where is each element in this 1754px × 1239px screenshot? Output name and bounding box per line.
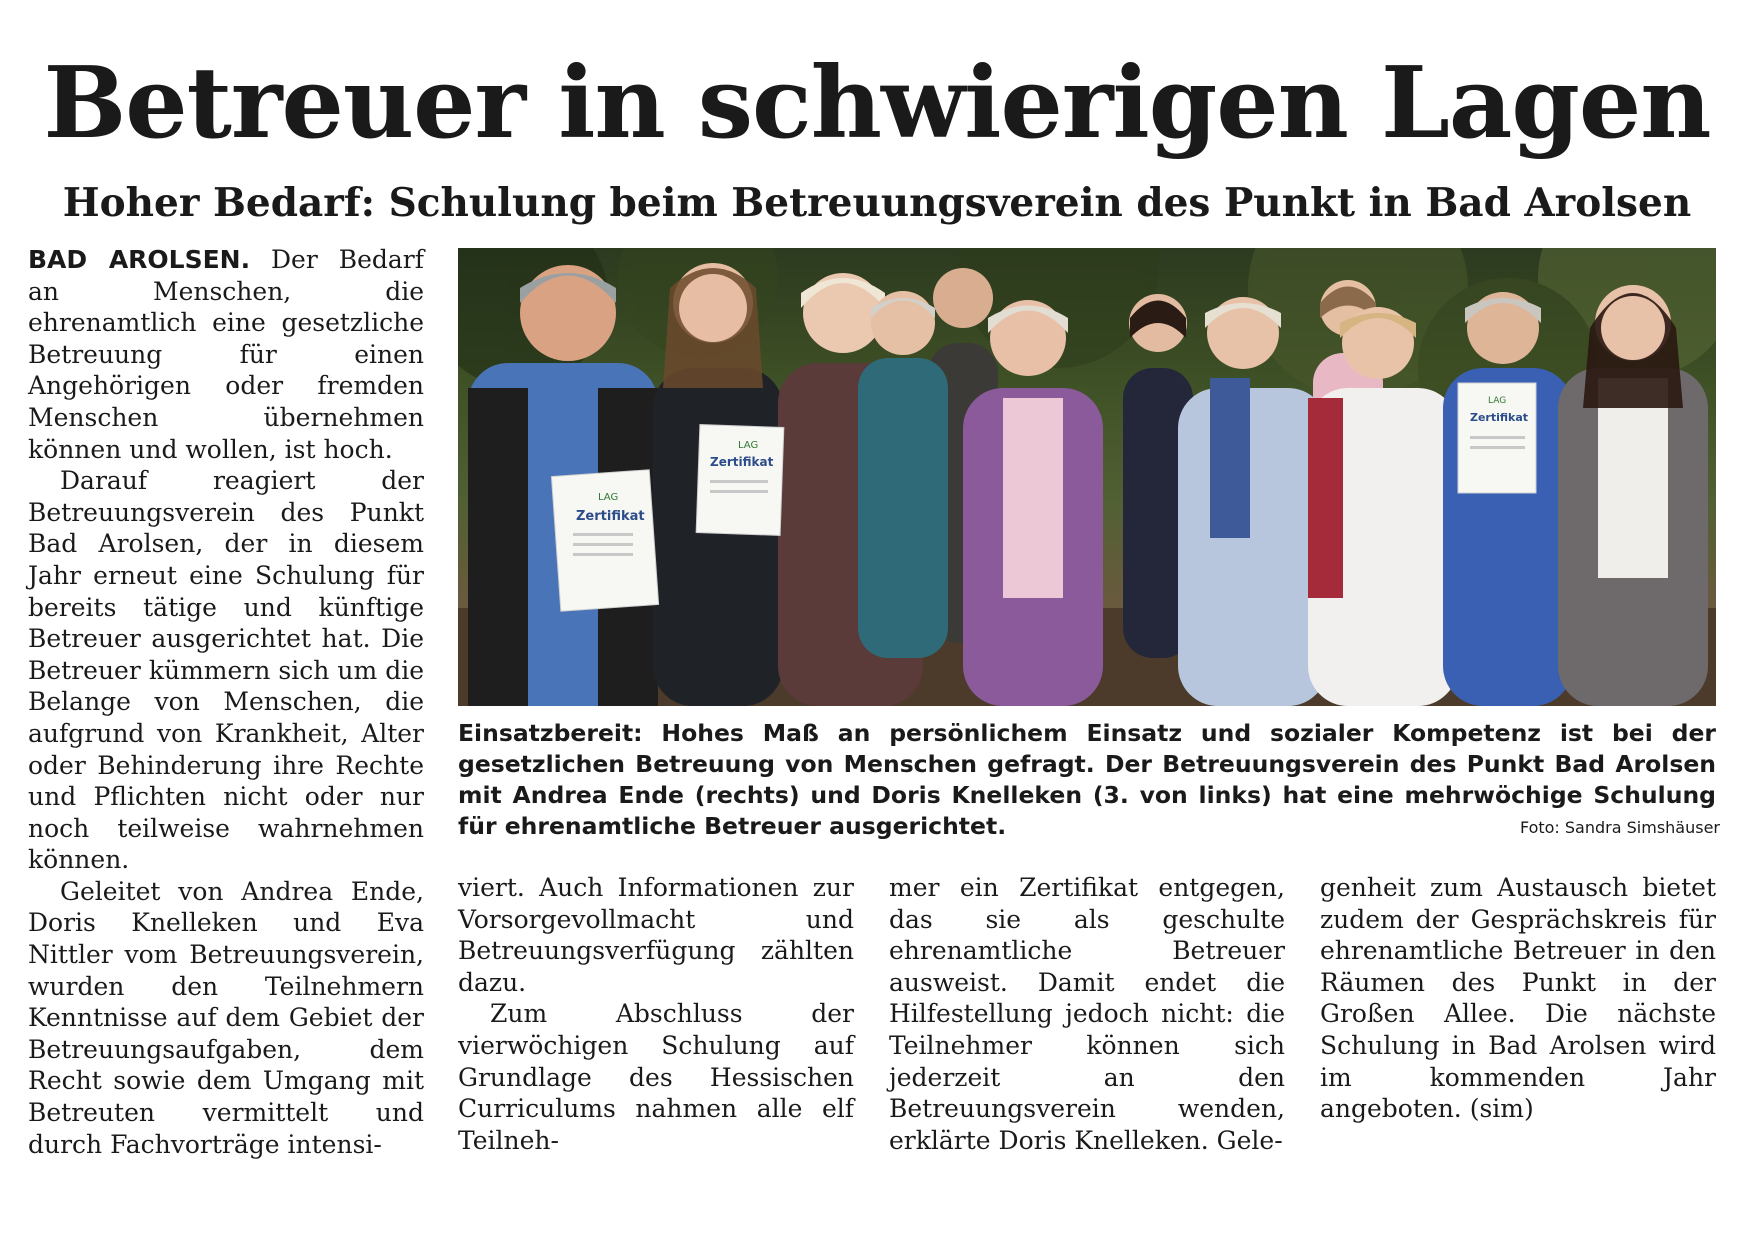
dateline: BAD AROLSEN. [28, 245, 251, 274]
paragraph: Darauf reagiert der Betreuungsverein des Punkt Bad Arolsen, der in diesem Jahr erneut eine Schulung für bereits tätige und künftige Betreuer ausgerichtet hat. Die Betreuer kümmern sich um die Belange von Menschen, die aufgrund von Krankheit, Alter oder Behinderung ihre Rechte und Pflichten nicht oder nur noch teilweise wahrnehmen können. [28, 466, 424, 875]
certificate [696, 425, 784, 536]
person [858, 291, 948, 658]
group-photo-illustration [458, 248, 1716, 706]
certificate-logo: LAG [1488, 396, 1507, 406]
article-column-4 [1320, 872, 1716, 1125]
certificate [1458, 383, 1536, 493]
article-column-1 [28, 244, 424, 1160]
certificate-logo: LAG [738, 440, 759, 451]
certificate-logo: LAG [598, 492, 619, 503]
photo-credit: Foto: Sandra Simshäuser [1519, 818, 1720, 837]
headline: Betreuer in schwierigen Lagen [43, 46, 1711, 161]
paragraph: viert. Auch Informationen zur Vorsorgevollmacht und Betreuungsverfügung zählten dazu. [458, 873, 854, 997]
paragraph: mer ein Zertifikat entgegen, das sie als geschulte ehrenamtliche Betreuer ausweist. Damit endet die Hilfestellung jedoch nicht: die Teilnehmer können sich jederzeit an den Betreuungsverein wenden, erklärte Doris Knelleken. Gele- [889, 873, 1285, 1155]
paragraph [28, 244, 424, 465]
certificate-title: Zertifikat [710, 455, 774, 469]
certificate [551, 470, 658, 612]
paragraph: genheit zum Austausch bietet zudem der Gesprächskreis für ehrenamtliche Betreuer in den Räumen des Punkt in der Großen Allee. Die nächste Schulung in Bad Arolsen wird im kommenden Jahr angeboten. (sim) [1320, 873, 1716, 1124]
certificate-title: Zertifikat [576, 509, 645, 524]
article-column-3 [889, 872, 1285, 1156]
certificate-title: Zertifikat [1470, 411, 1529, 424]
article-column-2 [458, 872, 854, 1156]
group-photo [458, 248, 1716, 706]
paragraph: Zum Abschluss der vierwöchigen Schulung auf Grundlage des Hessischen Curriculums nahmen alle elf Teilneh- [458, 999, 854, 1155]
paragraph: Geleitet von Andrea Ende, Doris Knelleken und Eva Nittler vom Betreuungsverein, wurden den Teilnehmern Kenntnisse auf dem Gebiet der Betreuungsaufgaben, dem Recht sowie dem Umgang mit Betreuten vermittelt und durch Fachvorträge intensi- [28, 876, 424, 1159]
paragraph-text: Der Bedarf an Menschen, die ehrenamtlich eine gesetzliche Betreuung für einen Angehörigen oder fremden Menschen übernehmen können und wollen, ist hoch. [28, 245, 424, 464]
subheadline: Hoher Bedarf: Schulung beim Betreuungsverein des Punkt in Bad Arolsen [62, 180, 1692, 226]
photo-caption: Einsatzbereit: Hohes Maß an persönlichem Einsatz und sozialer Kompetenz ist bei der gesetzlichen Betreuung von Menschen gefragt. Der Betreuungsverein des Punkt Bad Arolsen mit Andrea Ende (rechts) und Doris Knelleken (3. von links) hat eine mehrwöchige Schulung für ehrenamtliche Betreuer ausgerichtet. [458, 719, 1716, 840]
